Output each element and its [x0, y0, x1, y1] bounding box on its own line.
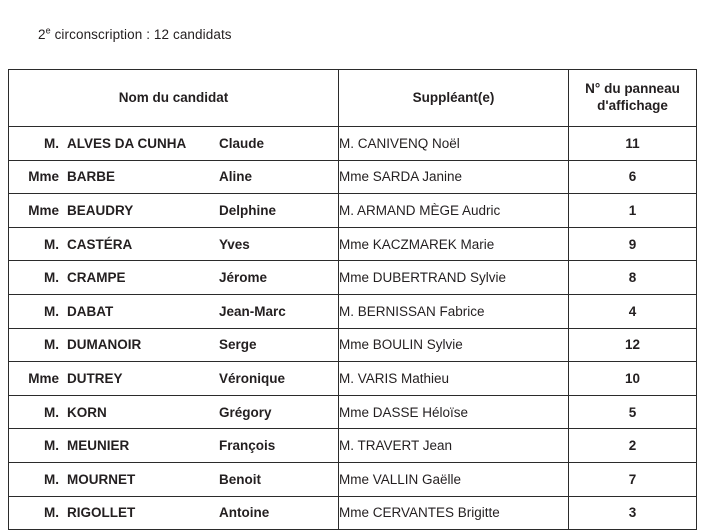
table-row: [9, 227, 697, 261]
cell-candidate-name: [9, 328, 339, 362]
candidate-lastname: RIGOLLET: [67, 505, 136, 521]
candidate-firstname: Benoit: [219, 471, 261, 487]
candidate-civility: M.: [44, 303, 59, 319]
cell-candidate-name: [9, 261, 339, 295]
cell-substitute: M. CANIVENQ Noël: [339, 127, 569, 161]
candidate-lastname: DUTREY: [67, 370, 123, 386]
cell-substitute: M. BERNISSAN Fabrice: [339, 294, 569, 328]
candidate-civility: M.: [44, 505, 59, 521]
cell-substitute: M. ARMAND MÈGE Audric: [339, 194, 569, 228]
candidate-civility: M.: [44, 135, 59, 151]
candidate-civility: M.: [44, 471, 59, 487]
cell-candidate-name: [9, 395, 339, 429]
candidate-name-group: [9, 505, 338, 520]
table-row: [9, 328, 697, 362]
candidate-civility: M.: [44, 270, 59, 286]
table-row: [9, 395, 697, 429]
cell-panel-number: 11: [569, 127, 697, 161]
candidate-firstname: Jérome: [219, 270, 268, 286]
candidate-name-group: [9, 304, 338, 319]
cell-substitute: M. VARIS Mathieu: [339, 362, 569, 396]
caption-text: circonscription : 12 candidats: [50, 27, 232, 42]
cell-substitute: Mme BOULIN Sylvie: [339, 328, 569, 362]
caption-ordinal-suffix: e: [45, 25, 51, 36]
candidate-lastname: CASTÉRA: [67, 236, 133, 252]
cell-substitute: Mme KACZMAREK Marie: [339, 227, 569, 261]
candidate-firstname: Serge: [219, 337, 257, 353]
candidate-lastname: CRAMPE: [67, 270, 126, 286]
table-row: [9, 194, 697, 228]
candidate-lastname: KORN: [67, 404, 107, 420]
table-row: [9, 462, 697, 496]
column-header-panel-line1: N° du panneau: [585, 81, 680, 97]
cell-panel-number: 2: [569, 429, 697, 463]
cell-candidate-name: [9, 194, 339, 228]
candidate-civility: Mme: [28, 169, 59, 185]
candidate-lastname: MEUNIER: [67, 438, 130, 454]
cell-substitute: Mme SARDA Janine: [339, 160, 569, 194]
candidate-lastname: MOURNET: [67, 471, 136, 487]
candidate-civility: M.: [44, 236, 59, 252]
candidate-civility: M.: [44, 337, 59, 353]
cell-candidate-name: [9, 496, 339, 530]
candidate-name-group: [9, 136, 338, 151]
candidate-name-group: [9, 237, 338, 252]
cell-panel-number: 10: [569, 362, 697, 396]
table-row: [9, 127, 697, 161]
column-header-substitute: Suppléant(e): [339, 70, 569, 127]
cell-panel-number: 12: [569, 328, 697, 362]
candidate-firstname: Yves: [219, 236, 250, 252]
cell-panel-number: 1: [569, 194, 697, 228]
cell-substitute: Mme DASSE Héloïse: [339, 395, 569, 429]
cell-panel-number: 3: [569, 496, 697, 530]
cell-candidate-name: [9, 160, 339, 194]
cell-candidate-name: [9, 227, 339, 261]
candidate-lastname: DUMANOIR: [67, 337, 142, 353]
table-header: [9, 70, 697, 127]
candidate-firstname: Claude: [219, 135, 265, 151]
candidate-name-group: [9, 472, 338, 487]
candidate-firstname: François: [219, 438, 276, 454]
candidate-firstname: Antoine: [219, 505, 270, 521]
candidate-lastname: BARBE: [67, 169, 116, 185]
candidate-civility: M.: [44, 404, 59, 420]
cell-substitute: Mme VALLIN Gaëlle: [339, 462, 569, 496]
table-body: [9, 127, 697, 530]
page-caption: [38, 27, 232, 42]
cell-panel-number: 9: [569, 227, 697, 261]
candidate-firstname: Jean-Marc: [219, 303, 286, 319]
candidate-firstname: Véronique: [219, 370, 286, 386]
cell-candidate-name: [9, 362, 339, 396]
table-header-row: [9, 70, 697, 127]
candidate-civility: Mme: [28, 202, 59, 218]
caption-number: 2: [38, 27, 46, 42]
candidate-lastname: DABAT: [67, 303, 114, 319]
table-row: [9, 294, 697, 328]
candidate-name-group: [9, 371, 338, 386]
candidate-name-group: [9, 337, 338, 352]
candidate-firstname: Aline: [219, 169, 253, 185]
cell-panel-number: 4: [569, 294, 697, 328]
cell-substitute: Mme DUBERTRAND Sylvie: [339, 261, 569, 295]
candidate-name-group: [9, 438, 338, 453]
candidate-lastname: ALVES DA CUNHA: [67, 135, 187, 151]
candidate-lastname: BEAUDRY: [67, 202, 134, 218]
cell-panel-number: 6: [569, 160, 697, 194]
table-row: [9, 160, 697, 194]
cell-substitute: M. TRAVERT Jean: [339, 429, 569, 463]
cell-panel-number: 7: [569, 462, 697, 496]
candidate-firstname: Grégory: [219, 404, 272, 420]
candidate-firstname: Delphine: [219, 202, 277, 218]
cell-panel-number: 5: [569, 395, 697, 429]
candidates-table: [8, 69, 697, 530]
column-header-name: Nom du candidat: [9, 70, 339, 127]
cell-candidate-name: [9, 462, 339, 496]
table-row: [9, 362, 697, 396]
cell-substitute: Mme CERVANTES Brigitte: [339, 496, 569, 530]
column-header-panel: [569, 70, 697, 127]
cell-panel-number: 8: [569, 261, 697, 295]
candidate-name-group: [9, 405, 338, 420]
table-row: [9, 261, 697, 295]
table-row: [9, 429, 697, 463]
cell-candidate-name: [9, 127, 339, 161]
table-row: [9, 496, 697, 530]
candidate-civility: Mme: [28, 370, 59, 386]
cell-candidate-name: [9, 294, 339, 328]
cell-candidate-name: [9, 429, 339, 463]
candidate-name-group: [9, 270, 338, 285]
candidate-name-group: [9, 169, 338, 184]
candidate-name-group: [9, 203, 338, 218]
column-header-panel-line2: d'affichage: [597, 98, 668, 113]
candidate-civility: M.: [44, 438, 59, 454]
